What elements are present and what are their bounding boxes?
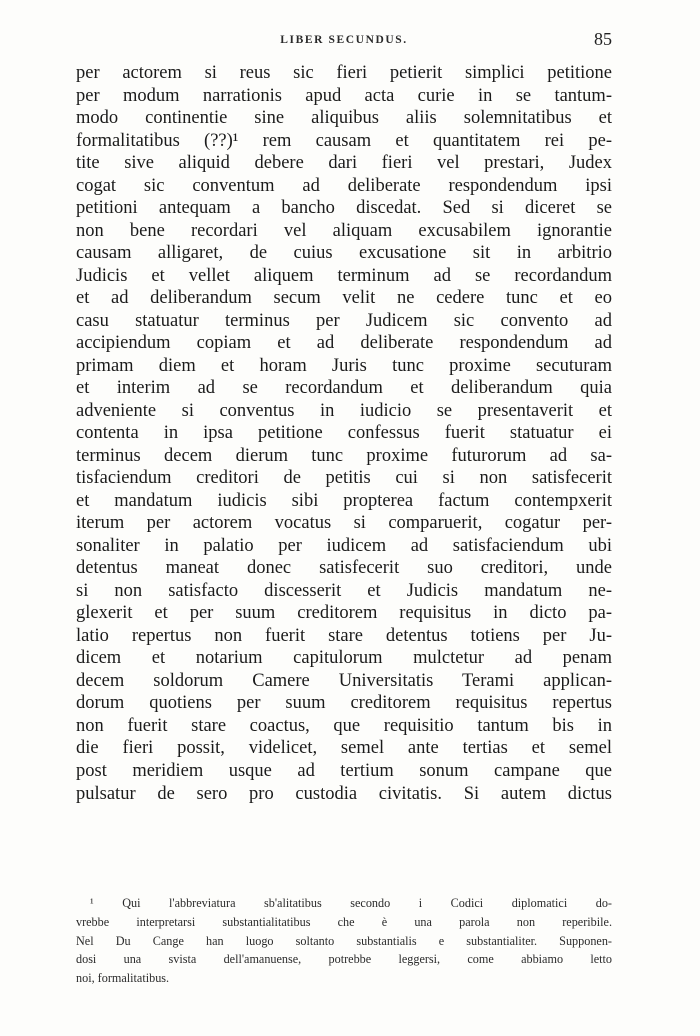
- text-line: iterum per actorem vocatus si comparuerit, cogatur per-: [76, 513, 612, 534]
- text-line: adveniente si conventus in iudicio se presentaverit et: [76, 400, 612, 421]
- page-header: [76, 29, 612, 54]
- main-text: [76, 62, 612, 805]
- text-line: et ad deliberandum secum velit ne cedere tunc et eo: [76, 288, 612, 309]
- text-line: dicem et notarium capitulorum mulctetur ad penam: [76, 648, 612, 669]
- text-line: pulsatur de sero pro custodia civitatis. Si autem dictus: [76, 783, 612, 804]
- text-line: et interim ad se recordandum et deliberandum quia: [76, 378, 612, 399]
- text-line: decem soldorum Camere Universitatis Terami applican-: [76, 670, 612, 691]
- text-line: petitioni antequam a bancho discedat. Sed si diceret se: [76, 198, 612, 219]
- footnote: [76, 894, 612, 988]
- text-line: latio repertus non fuerit stare detentus totiens per Ju-: [76, 625, 612, 646]
- text-line: et mandatum iudicis sibi propterea factum contempxerit: [76, 490, 612, 511]
- text-line: formalitatibus (??)¹ rem causam et quantitatem rei pe-: [76, 130, 612, 151]
- text-line: modo continentie sine aliquibus aliis solemnitatibus et: [76, 108, 612, 129]
- running-head: LIBER SECUNDUS.: [280, 34, 408, 46]
- footnote-line: vrebbe interpretarsi substantialitatibus che è una parola non reperibile.: [76, 914, 612, 929]
- text-line: sonaliter in palatio per iudicem ad satisfaciendum ubi: [76, 535, 612, 556]
- text-line: primam diem et horam Juris tunc proxime secuturam: [76, 355, 612, 376]
- text-line: causam alligaret, de cuius excusatione sit in arbitrio: [76, 243, 612, 264]
- text-line: dorum quotiens per suum creditorem requisitus repertus: [76, 693, 612, 714]
- text-line: per modum narrationis apud acta curie in se tantum-: [76, 85, 612, 106]
- text-line: per actorem si reus sic fieri petierit simplici petitione: [76, 63, 612, 83]
- footnote-line: ¹ Qui l'abbreviatura sb'alitatibus secondo i Codici diplomatici do-: [90, 896, 612, 910]
- text-line: detentus maneat donec satisfecerit suo creditori, unde: [76, 558, 612, 579]
- text-line: die fieri possit, videlicet, semel ante tertias et semel: [76, 738, 612, 759]
- text-line: non fuerit stare coactus, que requisitio tantum bis in: [76, 715, 612, 736]
- text-line: glexerit et per suum creditorem requisitus in dicto pa-: [76, 603, 612, 624]
- text-line: accipiendum copiam et ad deliberate respondendum ad: [76, 333, 612, 354]
- footnote-line: dosi una svista dell'amanuense, potrebbe leggersi, come abbiamo letto: [76, 952, 612, 967]
- text-line: contenta in ipsa petitione confessus fuerit statuatur ei: [76, 423, 612, 444]
- page-number: 85: [594, 29, 612, 49]
- text-line: non bene recordari vel aliquam excusabilem ignorantie: [76, 220, 612, 241]
- text-line: tite sive aliquid debere dari fieri vel prestari, Judex: [76, 153, 612, 174]
- text-line: post meridiem usque ad tertium sonum campane que: [76, 760, 612, 781]
- text-line: Judicis et vellet aliquem terminum ad se recordandum: [76, 265, 612, 286]
- text-line: si non satisfacto discesserit et Judicis mandatum ne-: [76, 580, 612, 601]
- text-line: terminus decem dierum tunc proxime futurorum ad sa-: [76, 445, 612, 466]
- text-line: cogat sic conventum ad deliberate respondendum ipsi: [76, 175, 612, 196]
- footnote-line: Nel Du Cange han luogo soltanto substantialis e substantialiter. Supponen-: [76, 933, 612, 948]
- text-line: casu statuatur terminus per Judicem sic convento ad: [76, 310, 612, 331]
- footnote-line: noi, formalitatibus.: [76, 971, 170, 986]
- text-line: tisfaciendum creditori de petitis cui si non satisfecerit: [76, 468, 612, 489]
